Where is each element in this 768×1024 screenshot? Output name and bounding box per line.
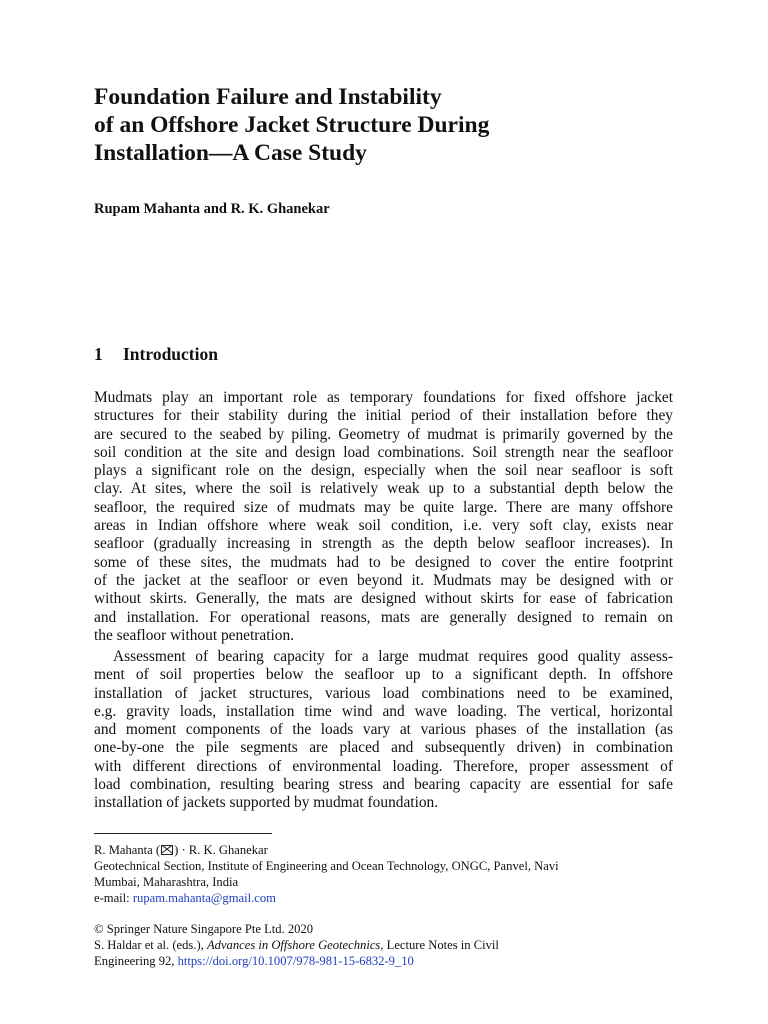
text-line: without skirts. Generally, the mats are designed without skirts for ease of fabrication bbox=[94, 590, 673, 608]
text-line: load combination, resulting bearing stress and bearing capacity are essential for safe bbox=[94, 776, 673, 794]
text-line: ment of soil properties below the seafloor up to a significant depth. In offshore bbox=[94, 666, 673, 684]
title-line: of an Offshore Jacket Structure During bbox=[94, 112, 490, 138]
text-line: of the jacket at the seafloor or even beyond it. Mudmats may be designed with or bbox=[94, 571, 673, 589]
citation-line bbox=[94, 953, 673, 969]
text-line: Mudmats play an important role as temporary foundations for fixed offshore jacket bbox=[94, 389, 673, 406]
title-line: Installation—A Case Study bbox=[94, 140, 367, 166]
text-line: clay. At sites, where the soil is relatively weak up to a substantial depth below the bbox=[94, 480, 673, 498]
footnote-author-text: ) · R. K. Ghanekar bbox=[174, 843, 268, 857]
citation-text: Engineering 92, bbox=[94, 954, 178, 968]
email-link[interactable]: rupam.mahanta@gmail.com bbox=[132, 891, 276, 905]
text-line: soil condition at the site and design load combinations. Soil strength near the seafloor bbox=[94, 443, 673, 461]
footnote-authors bbox=[94, 842, 673, 858]
email-label: e-mail: bbox=[94, 891, 133, 905]
author-affiliation-footnote bbox=[94, 842, 673, 906]
text-line: and installation. For operational reasons, mats are generally designed to remain on bbox=[94, 608, 673, 626]
doi-link[interactable]: https://doi.org/10.1007/978-981-15-6832-9_10 bbox=[177, 954, 414, 968]
text-line: some of these sites, the mudmats had to be designed to cover the entire footprint bbox=[94, 553, 673, 571]
text-line: the seafloor without penetration. bbox=[94, 626, 295, 644]
text-line: installation of jacket structures, various load combinations need to be examined, bbox=[94, 684, 673, 702]
text-line: one-by-one the pile segments are placed and subsequently driven) in combination bbox=[94, 739, 673, 757]
paragraph-1 bbox=[94, 389, 673, 645]
footnote-author-text: R. Mahanta ( bbox=[94, 843, 161, 857]
citation-text: S. Haldar et al. (eds.), bbox=[94, 938, 207, 952]
citation-text: , Lecture Notes in Civil bbox=[380, 938, 499, 952]
envelope-icon bbox=[161, 845, 173, 855]
copyright-line: © Springer Nature Singapore Pte Ltd. 2020 bbox=[94, 922, 314, 936]
author-list: Rupam Mahanta and R. K. Ghanekar bbox=[94, 201, 330, 217]
text-line: with different directions of environmental loading. Therefore, proper assessment of bbox=[94, 757, 673, 775]
title-line: Foundation Failure and Instability bbox=[94, 84, 442, 110]
book-title: Advances in Offshore Geotechnics bbox=[206, 938, 381, 952]
text-line: structures for their stability during the initial period of their installation before they bbox=[94, 407, 673, 425]
text-line: plays a significant role on the design, especially when the soil near seafloor is soft bbox=[94, 462, 673, 480]
citation-line bbox=[94, 937, 673, 953]
section-heading bbox=[94, 344, 218, 365]
email-line bbox=[94, 890, 673, 906]
footnote-divider bbox=[94, 833, 272, 834]
text-line: seafloor (gradually increasing in strength as the depth below seafloor increases). In bbox=[94, 535, 673, 553]
text-line: installation of jackets supported by mudmat foundation. bbox=[94, 794, 439, 812]
affiliation-line: Geotechnical Section, Institute of Engineering and Ocean Technology, ONGC, Panvel, Navi bbox=[94, 859, 559, 873]
text-line: seafloor, the required size of mudmats may be quite large. There are many offshore bbox=[94, 498, 673, 516]
section-number: 1 bbox=[94, 344, 103, 364]
text-line: e.g. gravity loads, installation time wind and wave loading. The vertical, horizontal bbox=[94, 702, 673, 720]
paragraph-2 bbox=[94, 648, 673, 813]
text-line: Assessment of bearing capacity for a large mudmat requires good quality assess- bbox=[113, 648, 673, 665]
copyright-footnote bbox=[94, 921, 673, 969]
affiliation-line: Mumbai, Maharashtra, India bbox=[94, 875, 239, 889]
text-line: areas in Indian offshore where weak soil condition, i.e. very soft clay, exists near bbox=[94, 517, 673, 535]
text-line: and moment components of the loads vary at various phases of the installation (as bbox=[94, 721, 673, 739]
paper-title bbox=[94, 83, 694, 167]
text-line: are secured to the seabed by piling. Geometry of mudmat is primarily governed by the bbox=[94, 425, 673, 443]
section-title: Introduction bbox=[123, 344, 218, 364]
